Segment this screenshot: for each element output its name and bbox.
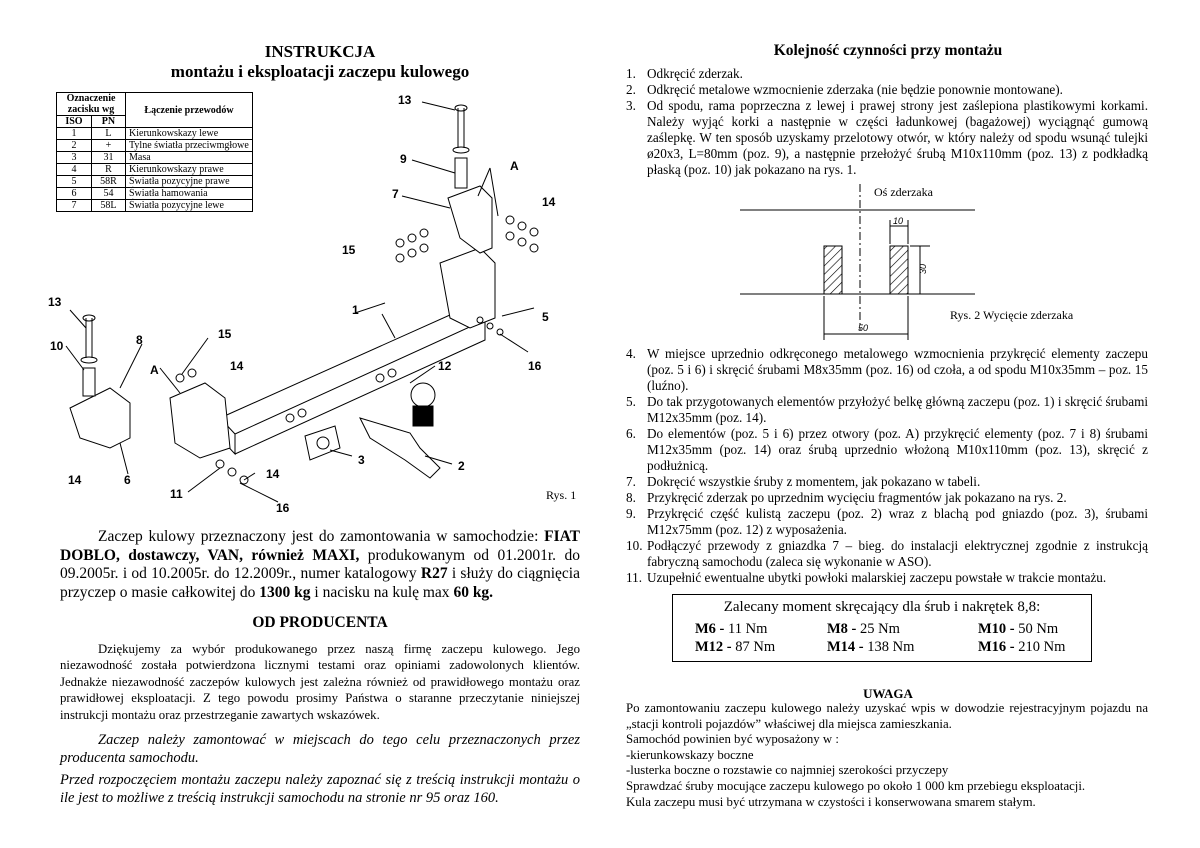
cell-iso: 5: [57, 176, 92, 188]
table-header-iso: ISO: [57, 116, 92, 128]
callout-11: 11: [170, 487, 183, 501]
callout-16-bottom: 16: [276, 501, 290, 515]
cell-desc: Tylne światła przeciwmgłowe: [126, 140, 253, 152]
step-text: Od spodu, rama poprzeczna z lewej i prawej strony jest zaślepiona plastikowymi korkami. Należy wyjąć korki a następnie w części ładunkowej (bagażowej) wyciągnąć gumową zaślepkę. W ten sposób uzyskamy przelotowy otwór, w który należy od spodu wsunąć tulejki ø20x3, L=80mm (poz. 9), a następnie przełożyć śrubą M10x110mm (poz. 13) z podkładką płaską (poz. 10) jak pokazano na rys. 1.: [647, 98, 1148, 177]
title-line-2: montażu i eksploatacji zaczepu kulowego: [170, 62, 470, 81]
cell-pn: +: [91, 140, 125, 152]
steps-list-part-1: [626, 66, 1148, 178]
read-instructions-note: Przed rozpoczęciem montażu zaczepu należy zapoznać się z treścią instrukcji montażu o ile jest to możliwe z treścią instrukcji samochodu na stronie nr 95 oraz 160.: [60, 772, 580, 806]
table-row: [57, 200, 253, 212]
step-text: Do elementów (poz. 5 i 6) przez otwory (poz. A) przykręcić elementy (poz. 7 i 8) śrubami M12x35mm (poz. 14) oraz śrubą uprzednio włożoną M10x110mm (poz. 13), skręcić z podłużnicą.: [647, 426, 1148, 473]
step-text: Uzupełnić ewentualne ubytki powłoki malarskiej zaczepu powstałe w trakcie montażu.: [647, 570, 1107, 585]
cell-iso: 6: [57, 188, 92, 200]
callout-7: 7: [392, 187, 399, 201]
callout-a-right: A: [510, 159, 519, 173]
callout-10: 10: [50, 339, 64, 353]
table-row: [57, 140, 253, 152]
torque-m8: M8 - 25 Nm: [827, 621, 900, 637]
bumper-axis-label: Oś zderzaka: [874, 185, 933, 199]
table-row: [57, 176, 253, 188]
step-text: Dokręcić wszystkie śruby z momentem, jak pokazano w tabeli.: [647, 474, 981, 489]
cell-iso: 4: [57, 164, 92, 176]
table-row: [57, 188, 253, 200]
callout-a-left: A: [150, 363, 159, 377]
table-row: [57, 164, 253, 176]
table-row: [57, 152, 253, 164]
step-text: Przykręcić zderzak po uprzednim wycięciu fragmentów jak pokazano na rys. 2.: [647, 490, 1067, 505]
callout-14-left: 14: [68, 473, 82, 487]
warning-heading: UWAGA: [863, 686, 913, 701]
intro-text-4: i nacisku na kulę max: [310, 583, 454, 601]
step-number: 2.: [626, 82, 636, 97]
figure-1-caption: Rys. 1: [546, 488, 577, 502]
title-line-1: INSTRUKCJA: [264, 42, 376, 61]
steps-list-part-2: [626, 346, 1148, 586]
callout-14-middle: 14: [230, 359, 244, 373]
table-header-marking: Oznaczenie zacisku wg: [57, 93, 126, 116]
callout-15-right: 15: [342, 243, 356, 257]
intro-text-3: i służy do ciągnięcia przyczep o masie całkowitej do: [60, 565, 580, 601]
cell-pn: 54: [91, 188, 125, 200]
step-text: W miejsce uprzednio odkręconego metalowego wzmocnienia przykręcić elementy zaczepu (poz. 5 i 6) i skręcić śrubami M8x35mm (poz. 16) od czoła, a od spodu M10x35mm – poz. 15 (luźno).: [647, 346, 1148, 393]
producer-heading: OD PRODUCENTA: [252, 614, 388, 631]
step-text: Do tak przygotowanych elementów przyłożyć belkę główną zaczepu (poz. 1) i skręcić śrubami M12x35mm (poz. 14).: [647, 394, 1148, 425]
dimension-30: 30: [918, 263, 928, 274]
step-number: 5.: [626, 394, 636, 409]
list-item: [626, 506, 1148, 538]
intro-vehicle: FIAT DOBLO, dostawczy, VAN, również MAXI,: [60, 528, 580, 564]
dimension-10: 10: [893, 216, 904, 226]
cell-iso: 1: [57, 128, 92, 140]
torque-table: [672, 594, 1092, 662]
table-header-connection: Łączenie przewodów: [126, 93, 253, 128]
cell-desc: Masa: [126, 152, 253, 164]
list-item: [626, 490, 1148, 506]
callout-12: 12: [438, 359, 452, 373]
cell-pn: L: [91, 128, 125, 140]
cell-pn: 58R: [91, 176, 125, 188]
warning-line: Samochód powinien być wyposażony w :: [626, 732, 839, 747]
callout-1: 1: [352, 303, 359, 317]
intro-catalog-number: R27: [420, 565, 448, 582]
step-number: 3.: [626, 98, 636, 113]
cell-pn: 58L: [91, 200, 125, 212]
warning-line: Kula zaczepu musi być utrzymana w czystości i konserwowana smarem stałym.: [626, 794, 1036, 809]
callout-13-right: 13: [398, 93, 412, 107]
producer-paragraph: Dziękujemy za wybór produkowanego przez naszą firmę zaczepu kulowego. Jego niezawodność została potwierdzona licznymi testami oraz opiniami zadowolonych klientów. Jednakże niezawodność zaczepów kulowych jest zależna również od prawidłowego montażu oraz prawidłowej eksploatacji. Z tego powodu prosimy Państwa o staranne przeczytanie niniejszej instrukcji montażu oraz przestrzeganie zawartych wskazówek.: [60, 642, 580, 722]
step-number: 10.: [626, 538, 643, 553]
list-item: [626, 538, 1148, 570]
torque-m10: M10 - 50 Nm: [978, 621, 1059, 637]
document-title: [60, 42, 580, 82]
cell-pn: 31: [91, 152, 125, 164]
callout-3: 3: [358, 453, 365, 467]
cell-desc: Światła pozycyjne lewe: [126, 200, 253, 212]
list-item: [626, 82, 1148, 98]
cell-desc: Kierunkowskazy prawe: [126, 164, 253, 176]
cell-iso: 7: [57, 200, 92, 212]
figure-2-caption: Rys. 2 Wycięcie zderzaka: [950, 308, 1074, 322]
callout-13-left: 13: [48, 295, 62, 309]
list-item: [626, 426, 1148, 474]
warning-text: [626, 701, 1148, 810]
list-item: [626, 346, 1148, 394]
step-text: Odkręcić metalowe wzmocnienie zderzaka (nie będzie ponownie montowane).: [647, 82, 1063, 97]
list-item: [626, 66, 1148, 82]
step-number: 11.: [626, 570, 642, 585]
torque-m14: M14 - 138 Nm: [827, 639, 915, 655]
step-number: 8.: [626, 490, 636, 505]
warning-line: -kierunkowskazy boczne: [626, 747, 754, 762]
cell-iso: 3: [57, 152, 92, 164]
callout-14-top-right: 14: [542, 195, 556, 209]
intro-text-2: produkowanym od 01.2001r. do 09.2005r. i od 10.2005r. do 12.2009r., numer katalogowy: [60, 546, 580, 582]
callout-14-bottom: 14: [266, 467, 280, 481]
list-item: [626, 570, 1148, 586]
cell-desc: Światła pozycyjne prawe: [126, 176, 253, 188]
bumper-cutout-diagram: [740, 180, 1100, 340]
list-item: [626, 474, 1148, 490]
step-text: Przykręcić część kulistą zaczepu (poz. 2) wraz z blachą pod gniazdo (poz. 3), śrubami M12x75mm (poz. 12) z wyposażenia.: [647, 506, 1148, 537]
step-number: 9.: [626, 506, 636, 521]
warning-line: -lusterka boczne o rozstawie co najmniej szerokości przyczepy: [626, 763, 949, 778]
callout-15-left: 15: [218, 327, 232, 341]
step-number: 4.: [626, 346, 636, 361]
step-number: 7.: [626, 474, 636, 489]
callout-2: 2: [458, 459, 465, 473]
cell-pn: R: [91, 164, 125, 176]
torque-m6: M6 - 11 Nm: [695, 621, 768, 637]
intro-paragraph: [60, 528, 580, 602]
table-row: [57, 128, 253, 140]
callout-5: 5: [542, 310, 549, 324]
callout-6: 6: [124, 473, 131, 487]
list-item: [626, 98, 1148, 178]
step-text: Odkręcić zderzak.: [647, 66, 743, 81]
callout-9: 9: [400, 152, 407, 166]
list-item: [626, 394, 1148, 426]
intro-max-load: 60 kg.: [453, 583, 494, 601]
callout-16-right: 16: [528, 359, 542, 373]
mounting-note: Zaczep należy zamontować w miejscach do tego celu przeznaczonych przez producenta samochodu.: [60, 732, 580, 766]
torque-table-title: Zalecany moment skręcający dla śrub i nakrętek 8,8:: [723, 599, 1041, 615]
intro-max-mass: 1300 kg: [259, 583, 311, 601]
intro-text-1: Zaczep kulowy przeznaczony jest do zamontowania w samochodzie:: [98, 528, 545, 545]
wiring-table: [56, 92, 253, 212]
callout-8: 8: [136, 333, 143, 347]
cell-desc: Światła hamowania: [126, 188, 253, 200]
step-number: 1.: [626, 66, 636, 81]
warning-line: Sprawdzać śruby mocujące zaczepu kulowego po około 1 000 km przebiegu eksploatacji.: [626, 778, 1086, 793]
warning-line: Po zamontowaniu zaczepu kulowego należy uzyskać wpis w dowodzie rejestracyjnym pojazdu na „stacji kontroli pojazdów” właściwej dla miejsca zamieszkania.: [626, 701, 1148, 731]
torque-m12: M12 - 87 Nm: [695, 639, 776, 655]
steps-heading: Kolejność czynności przy montażu: [773, 42, 1003, 59]
cell-desc: Kierunkowskazy lewe: [126, 128, 253, 140]
dimension-50: 50: [858, 323, 869, 333]
step-number: 6.: [626, 426, 636, 441]
cell-iso: 2: [57, 140, 92, 152]
step-text: Podłączyć przewody z gniazdka 7 – bieg. do instalacji elektrycznej zgodnie z instrukcją fabryczną samochodu (zaleca się wykonanie w ASO).: [647, 538, 1148, 569]
table-header-pn: PN: [91, 116, 125, 128]
torque-m16: M16 - 210 Nm: [978, 639, 1066, 655]
